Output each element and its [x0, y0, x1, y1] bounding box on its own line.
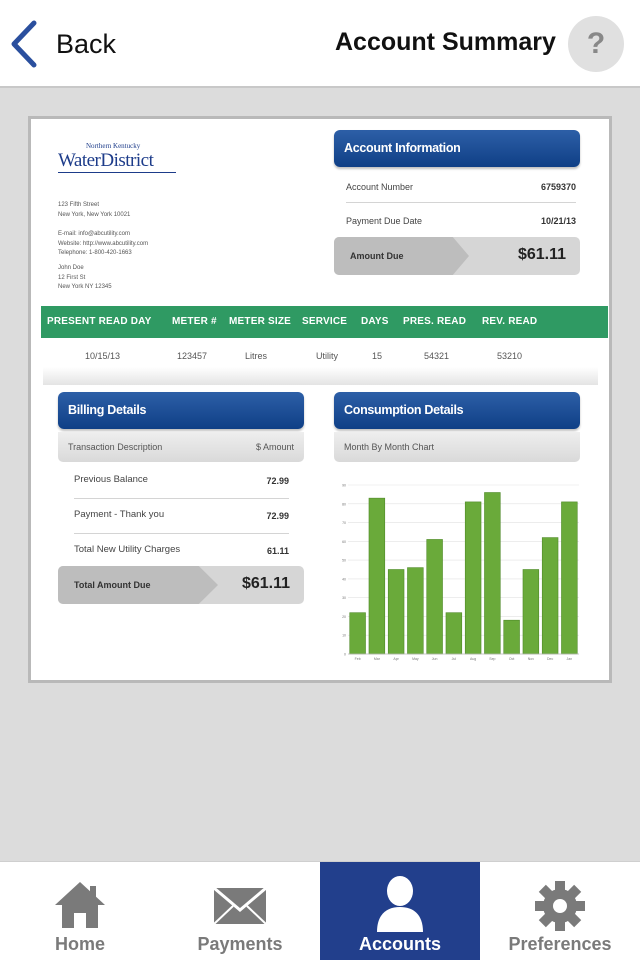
- company-contact: [58, 230, 148, 259]
- account-info-heading: Account Information: [334, 130, 580, 167]
- y-tick-label: 60: [342, 539, 346, 544]
- logo-top-text: Northern Kentucky: [86, 142, 141, 150]
- tab-accounts[interactable]: [320, 862, 480, 960]
- meter-header: METER #: [172, 316, 217, 327]
- meter-value: 15: [372, 351, 383, 361]
- section-divider: [43, 367, 598, 385]
- consumption-subheading: Month By Month Chart: [344, 442, 435, 452]
- x-tick-label: Dec: [547, 657, 554, 661]
- due-date-value: 10/21/13: [540, 216, 576, 226]
- billing-col-desc: Transaction Description: [68, 442, 163, 452]
- billing-row-amount: 61.11: [266, 546, 289, 556]
- y-tick-label: 10: [342, 633, 346, 638]
- billing-row-label: Previous Balance: [74, 474, 148, 485]
- billing-row-label: Payment - Thank you: [74, 509, 165, 520]
- chart-bar: [388, 570, 404, 655]
- due-date-label: Payment Due Date: [346, 216, 423, 226]
- meter-header: SERVICE: [302, 316, 348, 327]
- x-tick-label: Nov: [527, 657, 534, 661]
- meter-value: 53210: [497, 351, 523, 361]
- contact-line: Website: http://www.abcutility.com: [58, 240, 149, 247]
- consumption-bar-chart: [336, 479, 581, 664]
- page-title: Account Summary: [335, 28, 556, 56]
- x-tick-label: Mar: [373, 657, 380, 661]
- billing-row-amount: 72.99: [266, 476, 289, 486]
- x-tick-label: Jan: [566, 657, 573, 661]
- account-statement: [28, 116, 612, 683]
- tab-payments[interactable]: [160, 862, 320, 960]
- chart-bar: [484, 493, 500, 654]
- meter-header: DAYS: [361, 316, 389, 327]
- billing-col-amount: $ Amount: [255, 442, 294, 452]
- chart-bar: [350, 613, 366, 654]
- y-tick-label: 0: [344, 652, 346, 657]
- bottom-tab-bar: [0, 861, 640, 960]
- account-number-label: Account Number: [346, 182, 414, 192]
- y-tick-label: 80: [342, 502, 346, 507]
- amount-due-bar: [334, 237, 580, 275]
- total-due-bar: [58, 566, 304, 604]
- meter-value: 10/15/13: [85, 351, 121, 361]
- y-tick-label: 20: [342, 614, 346, 619]
- x-tick-label: Jun: [431, 657, 438, 661]
- consumption-subheader: [334, 432, 580, 462]
- x-tick-label: Aug: [470, 657, 477, 661]
- total-due-value: $61.11: [241, 575, 290, 592]
- contact-line: Telephone: 1-800-420-1663: [58, 250, 132, 256]
- home-icon: [53, 880, 107, 930]
- tab-preferences-label: Preferences: [508, 934, 612, 954]
- company-address: [58, 201, 130, 220]
- person-icon: [373, 874, 427, 932]
- total-due-label: Total Amount Due: [74, 580, 151, 590]
- meter-header: REV. READ: [482, 316, 538, 327]
- tab-home[interactable]: [0, 862, 160, 960]
- meter-value: 54321: [424, 351, 450, 361]
- amount-due-value: $61.11: [517, 246, 566, 263]
- meter-value: Utility: [316, 351, 338, 361]
- chart-bar: [523, 570, 539, 655]
- x-tick-label: Jul: [451, 657, 457, 661]
- consumption-details-heading: Consumption Details: [334, 392, 580, 429]
- back-button[interactable]: [8, 18, 116, 70]
- meter-header-bar: [41, 306, 608, 338]
- meter-header: METER SIZE: [229, 316, 292, 327]
- address-line: 123 Fifth Street: [58, 202, 100, 208]
- chart-bar: [465, 502, 481, 654]
- billing-row: [74, 464, 289, 499]
- billing-details-heading: Billing Details: [58, 392, 304, 429]
- chevron-left-icon: [8, 19, 42, 69]
- x-tick-label: Apr: [393, 657, 399, 661]
- x-tick-label: Feb: [354, 657, 361, 661]
- chart-bar: [427, 539, 443, 654]
- x-tick-label: May: [412, 657, 419, 661]
- x-tick-label: Sep: [489, 657, 496, 661]
- customer-line: John Doe: [58, 265, 84, 271]
- y-tick-label: 40: [342, 577, 346, 582]
- tab-home-label: Home: [54, 934, 105, 954]
- account-number-value: 6759370: [540, 182, 576, 192]
- envelope-icon: [213, 884, 267, 930]
- amount-due-label: Amount Due: [350, 251, 404, 261]
- chart-bar: [446, 613, 462, 654]
- gear-icon: [534, 880, 586, 932]
- back-label: Back: [56, 28, 117, 59]
- customer-line: 12 First St: [58, 274, 86, 281]
- meter-value: Litres: [245, 351, 268, 361]
- help-button[interactable]: ?: [568, 16, 624, 72]
- logo-main-text: WaterDistrict: [58, 150, 154, 171]
- billing-row: [74, 534, 289, 569]
- tab-payments-label: Payments: [197, 934, 283, 954]
- chart-bar: [561, 502, 577, 654]
- billing-columns-header: [58, 432, 304, 462]
- chart-bar: [504, 620, 520, 654]
- chart-bar: [369, 498, 385, 654]
- account-number-row: [346, 171, 576, 203]
- chart-bar: [407, 568, 423, 654]
- y-tick-label: 70: [342, 521, 346, 526]
- customer-address: [58, 264, 112, 293]
- meter-header: PRES. READ: [403, 316, 467, 327]
- y-tick-label: 50: [342, 558, 346, 563]
- tab-preferences[interactable]: [480, 862, 640, 960]
- meter-header: PRESENT READ DAY: [47, 316, 152, 327]
- y-tick-label: 90: [342, 483, 346, 488]
- chart-bar: [542, 538, 558, 654]
- billing-row-label: Total New Utility Charges: [74, 544, 181, 555]
- meter-value: 123457: [177, 351, 208, 361]
- customer-line: New York NY 12345: [58, 284, 112, 290]
- y-tick-label: 30: [342, 596, 346, 601]
- billing-row-amount: 72.99: [266, 511, 289, 521]
- address-line: New York, New York 10021: [58, 211, 131, 218]
- nav-header: [0, 0, 640, 88]
- due-date-row: [346, 205, 576, 237]
- tab-accounts-label: Accounts: [358, 934, 441, 954]
- water-district-logo: [58, 142, 188, 174]
- x-tick-label: Oct: [508, 657, 515, 661]
- logo-rule: [58, 172, 176, 173]
- billing-row: [74, 499, 289, 534]
- contact-line: E-mail: info@abcutility.com: [58, 231, 130, 237]
